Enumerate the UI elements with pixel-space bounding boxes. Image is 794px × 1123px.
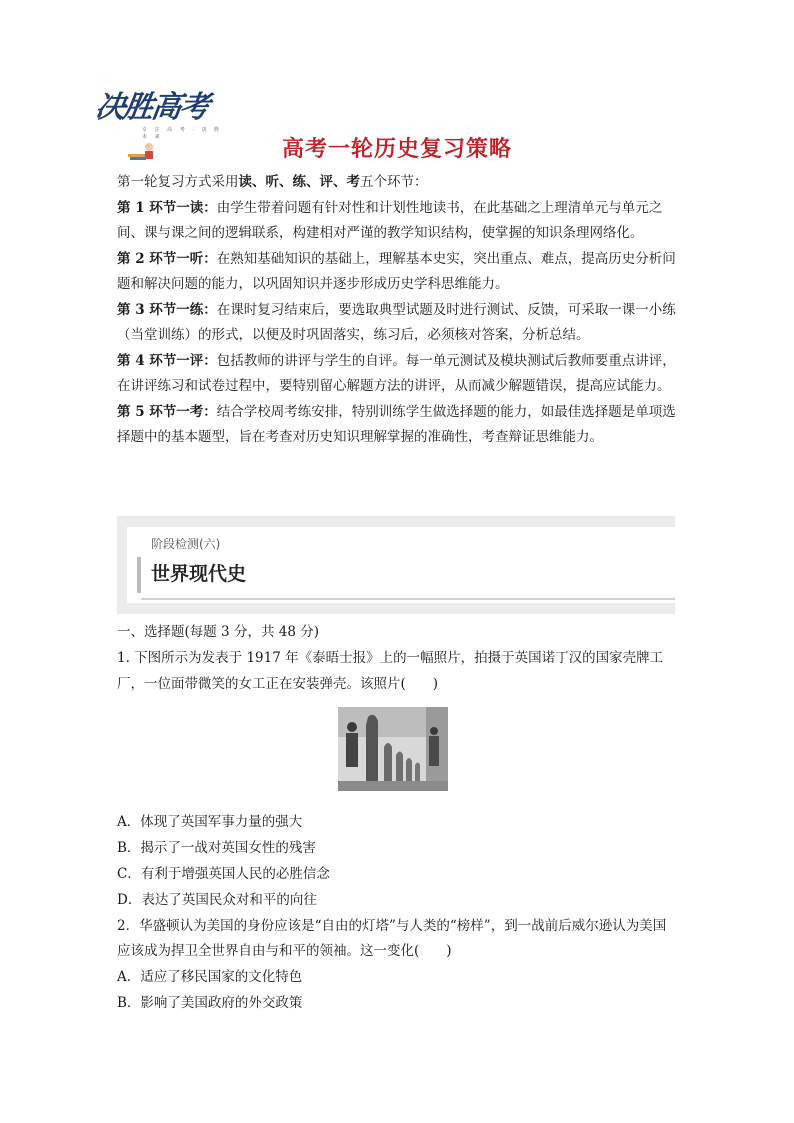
question-option: A．适应了移民国家的文化特色 — [117, 969, 303, 986]
step-text: 由学生带着问题有针对性和计划性地读书，在此基础之上理清单元与单元之间、课与课之间的逻辑联系，构建相对严谨的教学知识结构，使掌握的知识条理网络化。 — [117, 199, 663, 241]
stage-test-banner — [117, 516, 675, 614]
questions-section — [117, 620, 677, 1017]
step-text: 在课时复习结束后，要选取典型试题及时进行测试、反馈，可采取一课一小练（当堂训练）的形式，以便及时巩固落实，练习后，必须核对答案，分析总结。 — [117, 301, 676, 343]
banner-label: 阶段检测(六) — [151, 537, 221, 551]
logo-subtitle: 专 注 高 考 · 决 胜 未 来 — [142, 127, 223, 140]
question-option: C．有利于增强英国人民的必胜信念 — [117, 865, 330, 882]
question-stem: 2．华盛顿认为美国的身份应该是“自由的灯塔”与人类的“榜样”，到一战前后威尔逊认为美国应该成为捍卫全世界自由与和平的领袖。这一变化( ) — [117, 917, 667, 960]
step-paragraph — [117, 298, 677, 349]
intro-prefix: 第一轮复习方式采用 — [117, 174, 239, 190]
banner-accent-bar — [137, 557, 141, 593]
step-label: 第 3 环节一练： — [117, 301, 217, 318]
question-option: D．表达了英国民众对和平的向往 — [117, 891, 317, 908]
step-paragraph — [117, 247, 677, 298]
question-stem: 1. 下图所示为发表于 1917 年《泰晤士报》上的一幅照片，拍摄于英国诺丁汉的国家壳牌工厂，一位面带微笑的女工正在安装弹壳。该照片( ) — [117, 649, 664, 692]
question-option: A．体现了英国军事力量的强大 — [117, 814, 303, 831]
step-label: 第 1 环节一读： — [117, 199, 217, 216]
logo-text: 决胜高考 — [93, 90, 210, 125]
strategy-content — [117, 170, 677, 451]
question-option: B．影响了美国政府的外交政策 — [117, 994, 303, 1011]
step-paragraph — [117, 196, 677, 247]
page-title: 高考一轮历史复习策略 — [281, 137, 512, 162]
step-text: 结合学校周考练安排，特别训练学生做选择题的能力，如最佳选择题是单项选择题中的基本题型，旨在考查对历史知识理解掌握的准确性，考查辩证思维能力。 — [117, 403, 676, 445]
step-text: 在熟知基础知识的基础上，理解基本史实，突出重点、难点，提高历史分析问题和解决问题的能力，以巩固知识并逐步形成历史学科思维能力。 — [117, 250, 676, 292]
intro-keywords: 读、听、练、评、考 — [238, 174, 360, 190]
step-paragraph — [117, 349, 677, 400]
question-option: B．揭示了一战对英国女性的残害 — [117, 840, 316, 857]
factory-worker-photo — [338, 707, 448, 791]
step-text: 包括教师的讲评与学生的自评。每一单元测试及模块测试后教师要重点讲评，在讲评练习和试卷过程中，要特别留心解题方法的讲评，从而减少解题错误，提高应试能力。 — [117, 352, 676, 394]
step-paragraph — [117, 400, 677, 451]
banner-title: 世界现代史 — [151, 563, 247, 585]
step-label: 第 2 环节一听： — [117, 250, 217, 267]
intro-suffix: 五个环节： — [360, 174, 428, 190]
banner-divider — [141, 598, 675, 600]
step-label: 第 4 环节一评： — [117, 352, 217, 369]
step-label: 第 5 环节一考： — [117, 403, 217, 420]
section-heading: 一、选择题(每题 3 分，共 48 分) — [117, 624, 319, 640]
banner-card — [127, 527, 675, 603]
intro-paragraph — [117, 170, 677, 196]
